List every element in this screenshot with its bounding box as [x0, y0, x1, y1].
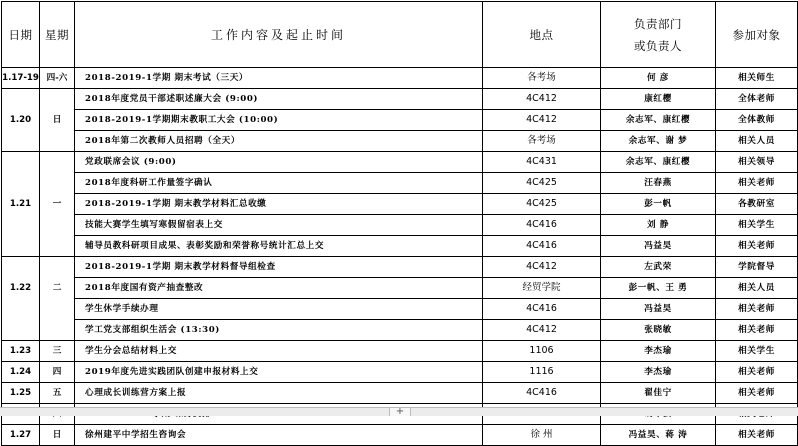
owner-cell: 翟佳宁 — [601, 383, 716, 404]
owner-cell: 彭一帆、王 勇 — [601, 278, 716, 299]
date-cell: 1.17-19 — [2, 68, 40, 89]
target-cell: 相关学生 — [716, 215, 798, 236]
location-cell: 4C431 — [483, 152, 601, 173]
target-cell: 相关老师 — [716, 173, 798, 194]
location-cell: 4C412 — [483, 89, 601, 110]
header-owner-line1: 负责部门 — [634, 16, 682, 31]
header-task: 工作内容及起止时间 — [75, 2, 483, 68]
date-cell — [2, 131, 40, 152]
owner-cell: 冯益昊、蒋 涛 — [601, 425, 716, 446]
task-cell: 2018年度国有资产抽查整改 — [75, 278, 483, 299]
schedule-row — [2, 299, 798, 320]
location-cell: 4C425 — [483, 173, 601, 194]
target-cell: 相关学生 — [716, 341, 798, 362]
schedule-row — [2, 152, 798, 173]
day-cell — [40, 152, 75, 173]
owner-cell: 汪春燕 — [601, 173, 716, 194]
task-cell: 党政联席会议 (9:00) — [75, 152, 483, 173]
target-cell: 各教研室 — [716, 194, 798, 215]
schedule-row — [2, 236, 798, 257]
date-cell — [2, 152, 40, 173]
schedule-row — [2, 257, 798, 278]
task-cell: 2018-2019-1学期期末教职工大会 (10:00) — [75, 110, 483, 131]
owner-cell: 余志军、康红樱 — [601, 152, 716, 173]
header-location: 地点 — [483, 2, 601, 68]
owner-cell: 左武荣 — [601, 257, 716, 278]
schedule-row — [2, 425, 798, 446]
date-cell: 1.20 — [2, 110, 40, 131]
task-cell: 2018年度党员干部述职述廉大会 (9:00) — [75, 89, 483, 110]
task-cell: 学生分会总结材料上交 — [75, 341, 483, 362]
day-cell: 日 — [40, 425, 75, 446]
day-cell: 二 — [40, 278, 75, 299]
header-date: 日期 — [2, 2, 40, 68]
owner-cell: 李杰瑜 — [601, 341, 716, 362]
day-cell: 五 — [40, 383, 75, 404]
date-cell: 1.25 — [2, 383, 40, 404]
task-cell: 2019年度先进实践团队创建申报材料上交 — [75, 362, 483, 383]
task-cell: 学生休学手续办理 — [75, 299, 483, 320]
add-sheet-button[interactable]: + — [389, 408, 411, 416]
schedule-row — [2, 173, 798, 194]
owner-cell: 冯益昊 — [601, 236, 716, 257]
task-cell: 徐州建平中学招生咨询会 — [75, 425, 483, 446]
day-cell — [40, 215, 75, 236]
day-cell — [40, 89, 75, 110]
schedule-row — [2, 383, 798, 404]
target-cell: 学院督导 — [716, 257, 798, 278]
target-cell: 全体教师 — [716, 110, 798, 131]
schedule-body — [2, 68, 798, 446]
schedule-row — [2, 320, 798, 341]
day-cell: 三 — [40, 341, 75, 362]
day-cell — [40, 257, 75, 278]
schedule-row — [2, 110, 798, 131]
target-cell: 相关老师 — [716, 383, 798, 404]
task-cell: 2018-2019-1学期 期末教学材料督导组检查 — [75, 257, 483, 278]
location-cell: 各考场 — [483, 68, 601, 89]
date-cell — [2, 320, 40, 341]
header-day: 星期 — [40, 2, 75, 68]
task-cell: 2018年度科研工作量签字确认 — [75, 173, 483, 194]
schedule-row — [2, 68, 798, 89]
location-cell: 4C416 — [483, 299, 601, 320]
schedule-row — [2, 341, 798, 362]
owner-cell: 余志军、康红樱 — [601, 110, 716, 131]
task-cell: 2018-2019-1学期 期末考试（三天） — [75, 68, 483, 89]
header-target: 参加对象 — [716, 2, 798, 68]
location-cell: 经贸学院 — [483, 278, 601, 299]
owner-cell: 刘 静 — [601, 215, 716, 236]
day-cell — [40, 236, 75, 257]
target-cell: 相关老师 — [716, 320, 798, 341]
date-cell: 1.21 — [2, 194, 40, 215]
target-cell: 相关老师 — [716, 362, 798, 383]
target-cell: 相关老师 — [716, 299, 798, 320]
location-cell: 4C412 — [483, 257, 601, 278]
location-cell: 1116 — [483, 362, 601, 383]
owner-cell: 余志军、谢 梦 — [601, 131, 716, 152]
day-cell: 四-六 — [40, 68, 75, 89]
task-cell: 辅导员教科研项目成果、表彰奖励和荣誉称号统计汇总上交 — [75, 236, 483, 257]
schedule-row — [2, 362, 798, 383]
task-cell: 心理成长训练营方案上报 — [75, 383, 483, 404]
date-cell: 1.23 — [2, 341, 40, 362]
date-cell — [2, 299, 40, 320]
date-cell: 1.27 — [2, 425, 40, 446]
target-cell: 相关领导 — [716, 152, 798, 173]
day-cell — [40, 131, 75, 152]
date-cell — [2, 215, 40, 236]
date-cell — [2, 89, 40, 110]
task-cell: 学工党支部组织生活会 (13:30) — [75, 320, 483, 341]
schedule-row — [2, 194, 798, 215]
location-cell: 4C416 — [483, 215, 601, 236]
task-cell: 2018年第二次教师人员招聘（全天） — [75, 131, 483, 152]
location-cell: 1106 — [483, 341, 601, 362]
date-cell: 1.22 — [2, 278, 40, 299]
task-cell: 技能大赛学生填写寒假留宿表上交 — [75, 215, 483, 236]
location-cell: 4C412 — [483, 110, 601, 131]
day-cell — [40, 299, 75, 320]
owner-cell: 康红樱 — [601, 89, 716, 110]
location-cell: 4C416 — [483, 236, 601, 257]
header-owner-line2: 或负责人 — [634, 38, 682, 53]
day-cell — [40, 320, 75, 341]
location-cell: 4C416 — [483, 383, 601, 404]
day-cell — [40, 173, 75, 194]
header-row — [2, 2, 798, 68]
date-cell — [2, 173, 40, 194]
location-cell: 各考场 — [483, 131, 601, 152]
location-cell: 徐 州 — [483, 425, 601, 446]
owner-cell: 冯益昊 — [601, 299, 716, 320]
location-cell: 4C425 — [483, 194, 601, 215]
schedule-row — [2, 278, 798, 299]
day-cell: 日 — [40, 110, 75, 131]
day-cell: 四 — [40, 362, 75, 383]
owner-cell: 李杰瑜 — [601, 362, 716, 383]
target-cell: 相关人员 — [716, 278, 798, 299]
task-cell: 2018-2019-1学期 期末教学材料汇总收缴 — [75, 194, 483, 215]
schedule-row — [2, 131, 798, 152]
date-cell — [2, 236, 40, 257]
schedule-row — [2, 215, 798, 236]
day-cell: 一 — [40, 194, 75, 215]
target-cell: 相关老师 — [716, 425, 798, 446]
weekly-schedule-table — [1, 1, 798, 446]
owner-cell: 何 彦 — [601, 68, 716, 89]
date-cell: 1.24 — [2, 362, 40, 383]
location-cell: 4C412 — [483, 320, 601, 341]
target-cell: 相关人员 — [716, 131, 798, 152]
target-cell: 相关老师 — [716, 236, 798, 257]
date-cell — [2, 257, 40, 278]
target-cell: 全体老师 — [716, 89, 798, 110]
owner-cell: 张晓敏 — [601, 320, 716, 341]
target-cell: 相关师生 — [716, 68, 798, 89]
owner-cell: 彭一帆 — [601, 194, 716, 215]
header-owner — [601, 2, 716, 68]
schedule-row — [2, 89, 798, 110]
schedule-sheet — [1, 1, 797, 440]
